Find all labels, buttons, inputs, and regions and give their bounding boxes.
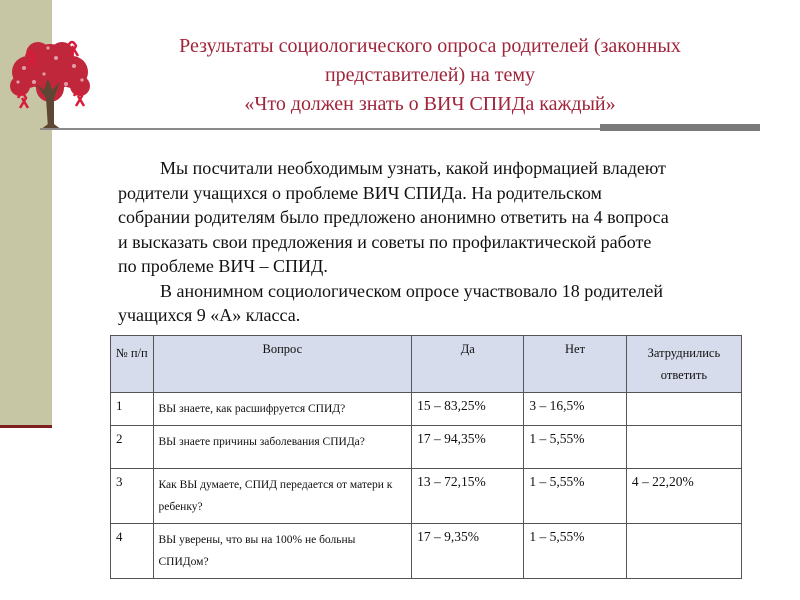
slide-title [120, 32, 740, 119]
row-undecided [626, 426, 741, 469]
intro-paragraph [118, 156, 748, 328]
row-number: 3 [111, 469, 154, 524]
row-no: 1 – 5,55% [524, 426, 627, 469]
table-row [111, 426, 742, 469]
table-header-row [111, 336, 742, 393]
row-question: ВЫ уверены, что вы на 100% не больны СПИДом? [153, 524, 412, 579]
row-no: 1 – 5,55% [524, 469, 627, 524]
header-yes: Да [412, 336, 524, 393]
intro-line: В анонимном социологическом опросе участвовало 18 родителей [160, 280, 664, 301]
intro-line: по проблеме ВИЧ – СПИД. [118, 256, 328, 276]
header-no: Нет [524, 336, 627, 393]
row-yes: 13 – 72,15% [412, 469, 524, 524]
intro-line: собрании родителям было предложено анонимно ответить на 4 вопроса [118, 207, 669, 227]
survey-results-table [110, 335, 742, 579]
row-yes: 15 – 83,25% [412, 393, 524, 426]
row-undecided [626, 393, 741, 426]
table-row [111, 393, 742, 426]
intro-line: учащихся 9 «А» класса. [118, 305, 301, 325]
intro-line: и высказать свои предложения и советы по профилактической работе [118, 231, 652, 252]
title-line-3: «Что должен знать о ВИЧ СПИДа каждый» [244, 93, 616, 115]
intro-line: родители учащихся о проблеме ВИЧ СПИДа. На родительском [118, 182, 602, 203]
row-yes: 17 – 9,35% [412, 524, 524, 579]
row-question: Как ВЫ думаете, СПИД передается от матери к ребенку? [153, 469, 412, 524]
intro-line: Мы посчитали необходимым узнать, какой информацией владеют [160, 158, 666, 178]
row-undecided [626, 524, 741, 579]
row-number: 1 [111, 393, 154, 426]
table-row [111, 469, 742, 524]
row-yes: 17 – 94,35% [412, 426, 524, 469]
row-question: ВЫ знаете причины заболевания СПИДа? [153, 426, 412, 469]
row-undecided: 4 – 22,20% [626, 469, 741, 524]
header-number: № п/п [111, 336, 154, 393]
title-line-2: представителей) на тему [324, 64, 536, 86]
row-no: 1 – 5,55% [524, 524, 627, 579]
header-divider-accent [600, 124, 760, 131]
row-number: 2 [111, 426, 154, 469]
tree-with-red-ribbons-icon [4, 38, 96, 132]
header-question: Вопрос [153, 336, 412, 393]
row-question: ВЫ знаете, как расшифруется СПИД? [153, 393, 412, 426]
header-undecided: Затруднились ответить [626, 336, 741, 393]
row-number: 4 [111, 524, 154, 579]
title-line-1: Результаты социологического опроса родителей (законных [179, 35, 681, 57]
row-no: 3 – 16,5% [524, 393, 627, 426]
left-band-underline [0, 425, 52, 428]
table-row [111, 524, 742, 579]
